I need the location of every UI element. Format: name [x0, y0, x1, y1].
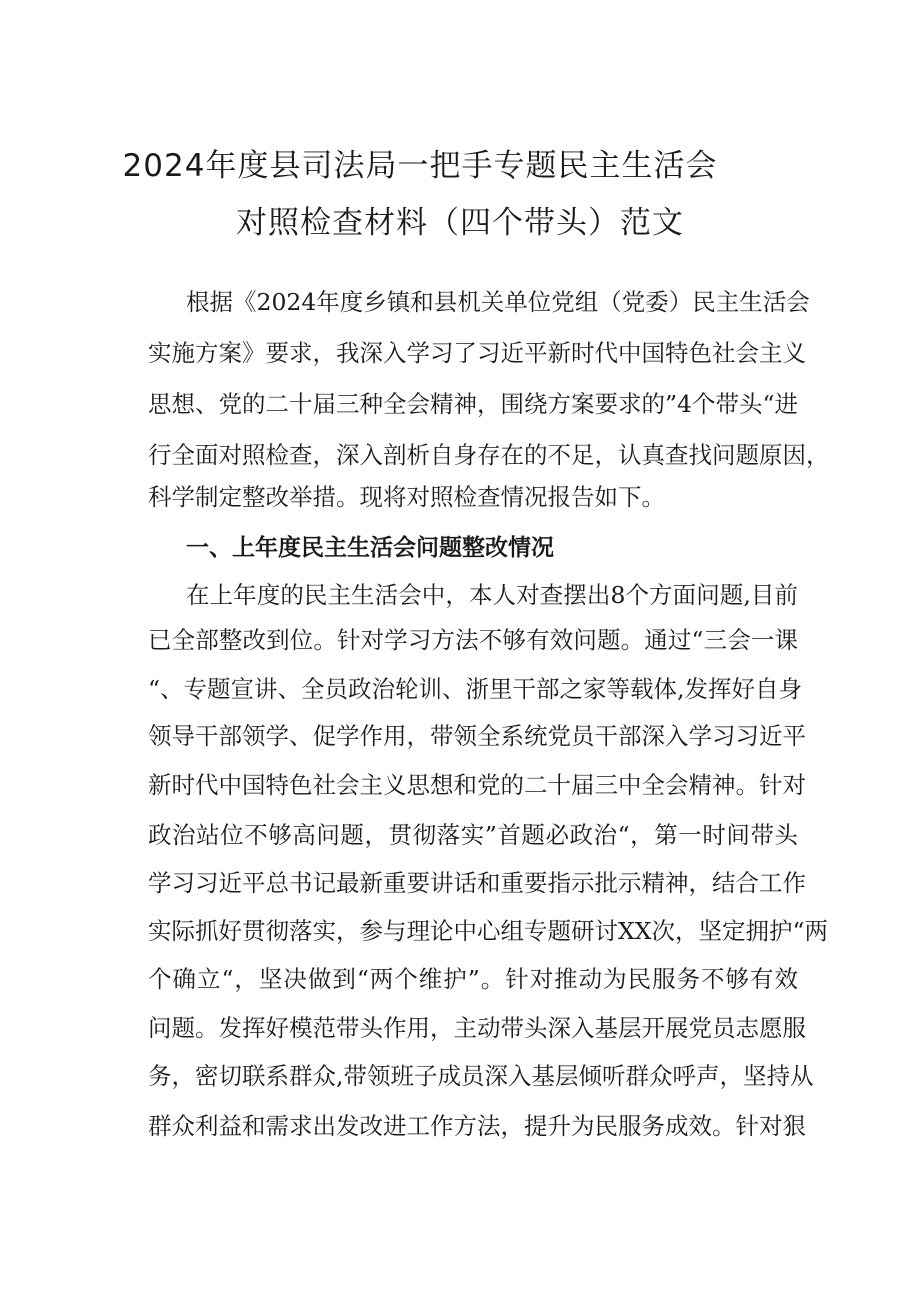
section-1-line-8: 实际抓好贯彻落实，参与理论中心组专题研讨XX次，坚定拥护“两 — [148, 917, 828, 945]
section-1-line-1: 在上年度的民主生活会中，本人对查摆出8个方面问题,目前 — [186, 581, 798, 609]
section-1-line-7: 学习习近平总书记最新重要讲话和重要指示批示精神，结合工作 — [148, 869, 806, 897]
section-1-line-10: 问题。发挥好模范带头作用，主动带头深入基层开展党员志愿服 — [148, 1014, 806, 1042]
section-1-line-4: 领导干部领学、促学作用，带领全系统党员干部深入学习习近平 — [148, 722, 806, 750]
section-1-line-9: 个确立“，坚决做到“两个维护”。针对推动为民服务不够有效 — [148, 965, 798, 993]
intro-line-4: 行全面对照检查，深入剖析自身存在的不足，认真查找问题原因， — [148, 441, 830, 469]
section-1-line-6: 政治站位不够高问题，贯彻落实”首题必政治“，第一时间带头 — [148, 821, 798, 849]
document-title-line-2: 对照检查材料（四个带头）范文 — [236, 205, 684, 241]
section-1-line-12: 群众利益和需求出发改进工作方法，提升为民服务成效。针对狠 — [148, 1112, 806, 1140]
section-1-line-11: 务，密切联系群众,带领班子成员深入基层倾听群众呼声，坚持从 — [148, 1062, 814, 1090]
section-1-heading: 一、上年度民主生活会问题整改情况 — [186, 535, 554, 561]
intro-line-1: 根据《2024年度乡镇和县机关单位党组（党委）民主生活会 — [186, 288, 810, 316]
section-1-line-5: 新时代中国特色社会主义思想和党的二十届三中全会精神。针对 — [148, 771, 806, 799]
intro-line-2: 实施方案》要求，我深入学习了习近平新时代中国特色社会主义 — [148, 339, 806, 367]
section-1-line-3: “、专题宣讲、全员政治轮训、浙里干部之家等载体,发挥好自身 — [148, 675, 802, 703]
intro-line-5: 科学制定整改举措。现将对照检查情况报告如下。 — [148, 483, 665, 511]
intro-line-3: 思想、党的二十届三种全会精神，围绕方案要求的”4个带头“进 — [148, 390, 798, 418]
document-title-line-1: 2024年度县司法局一把手专题民主生活会 — [122, 148, 718, 184]
section-1-line-2: 已全部整改到位。针对学习方法不够有效问题。通过“三会一课 — [148, 626, 798, 654]
